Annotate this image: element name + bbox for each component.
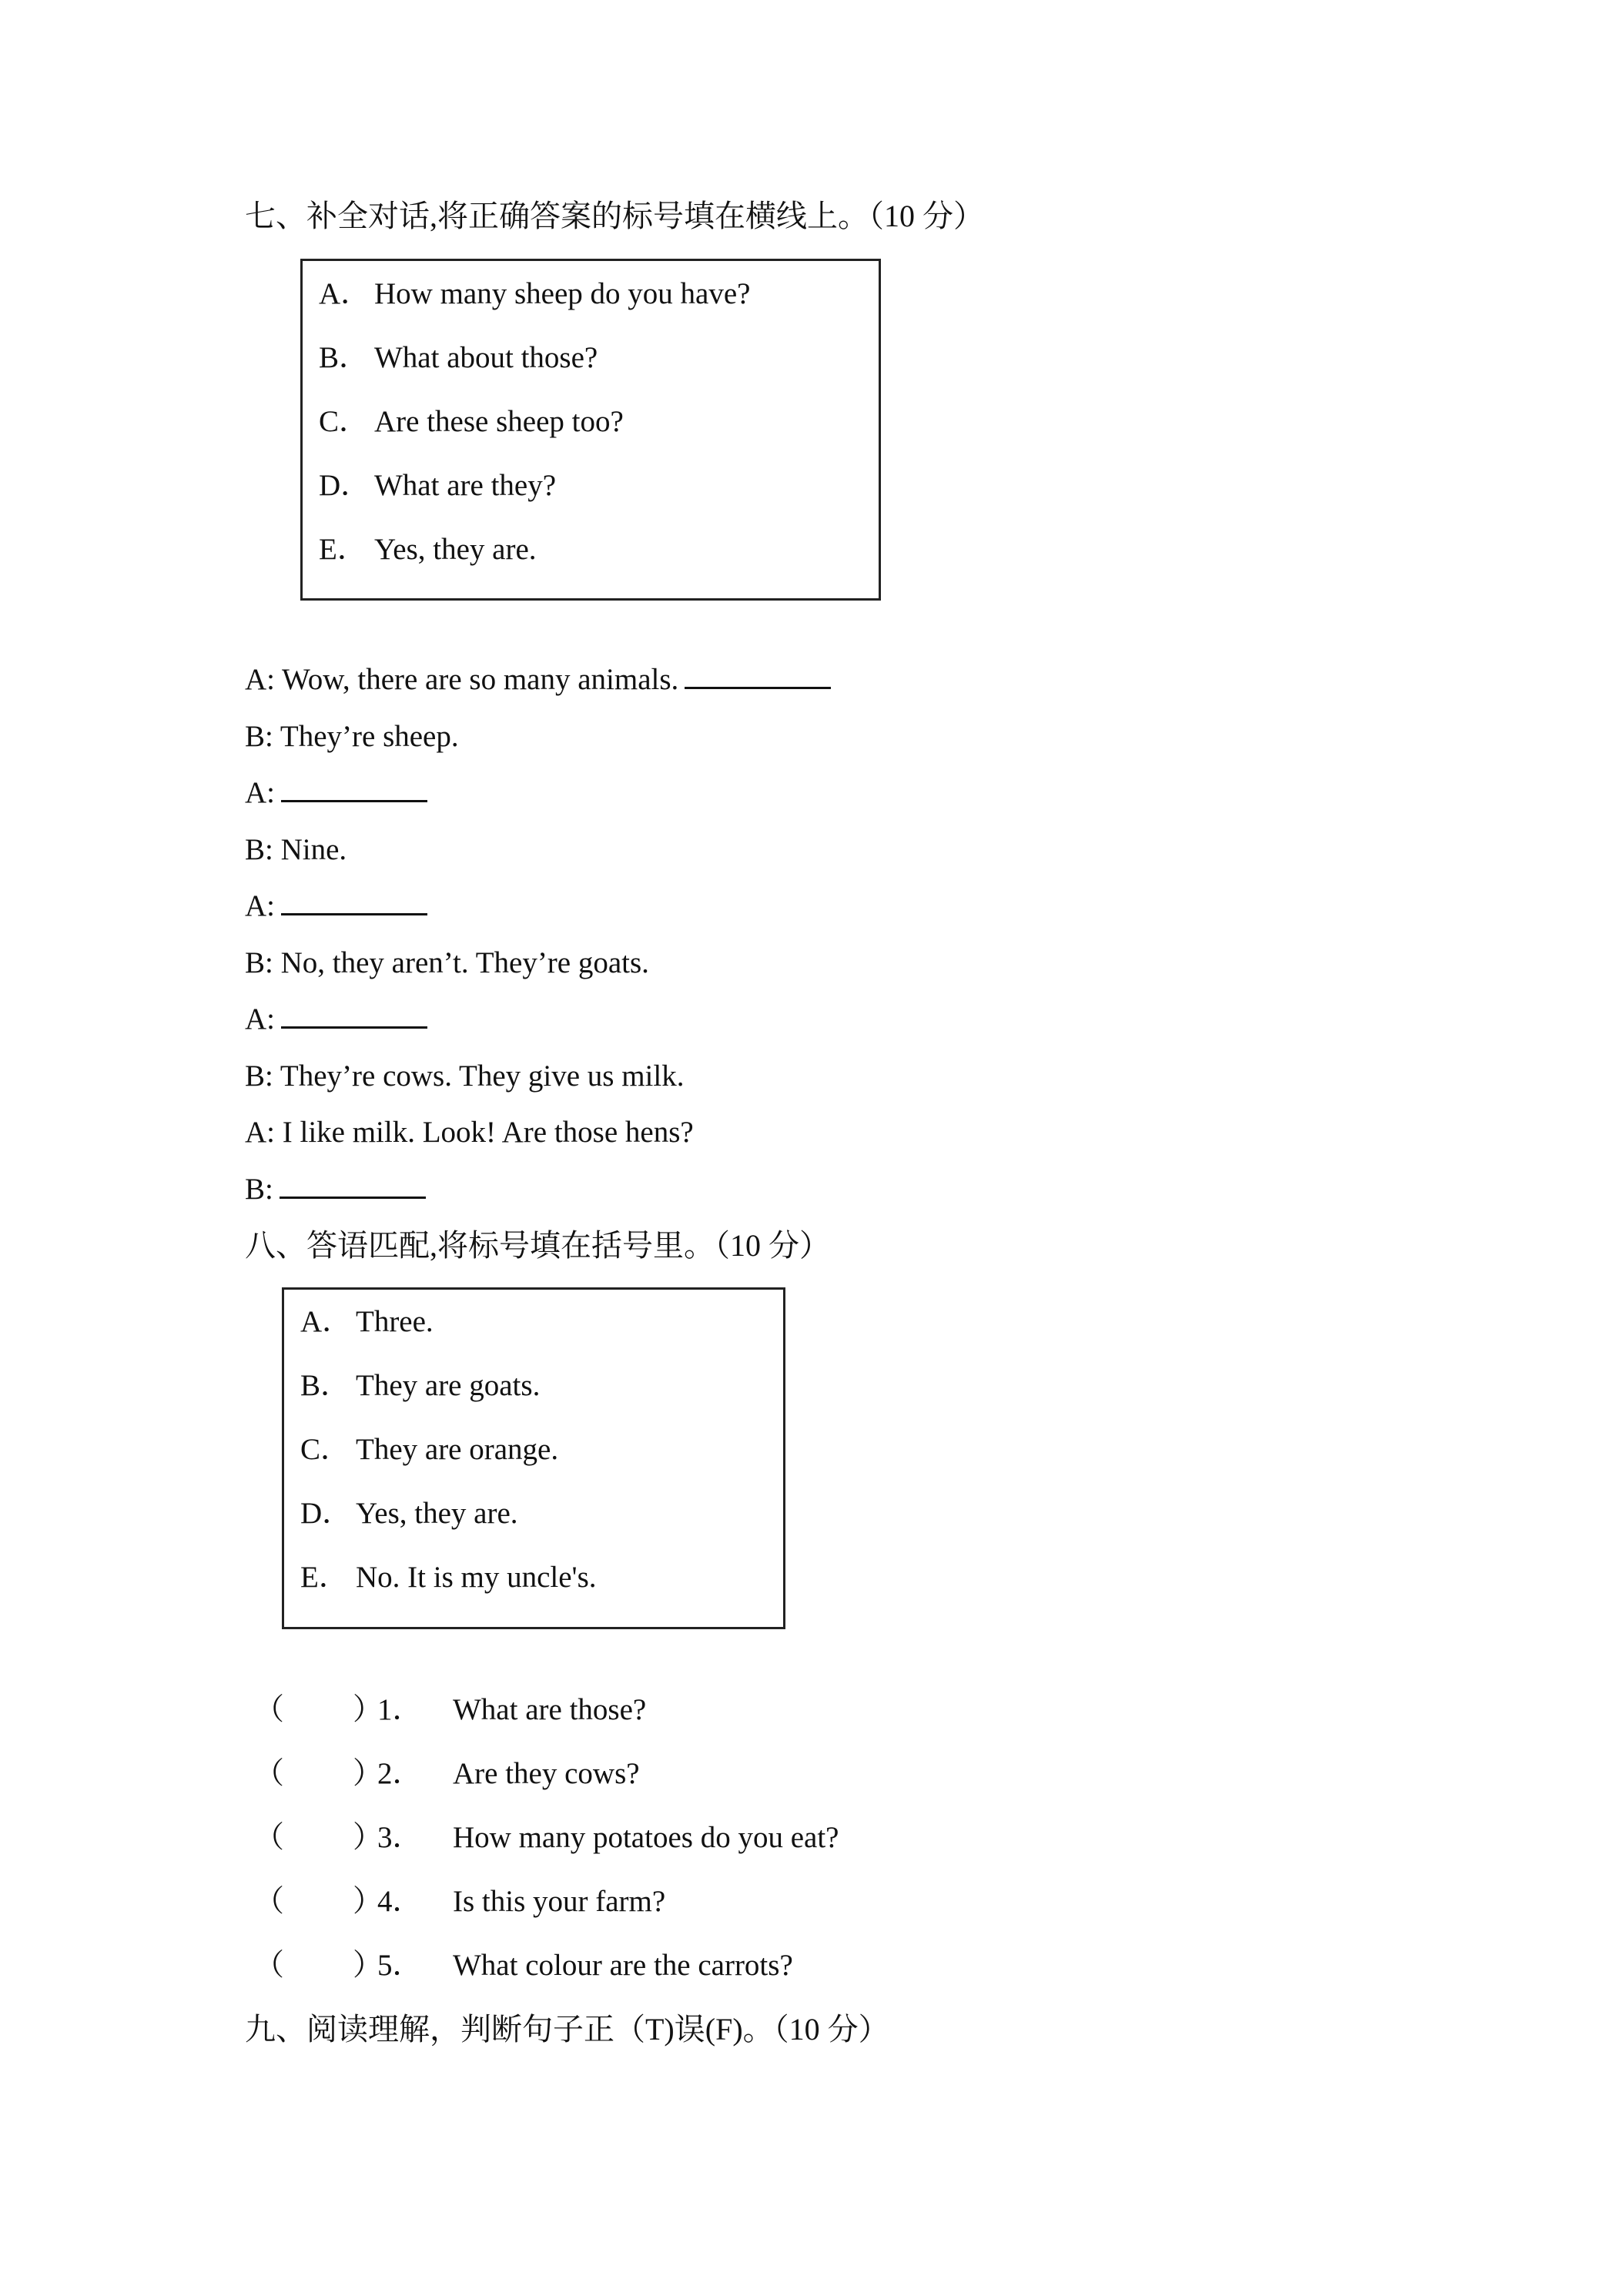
dialogue-line-6: B: No, they aren’t. They’re goats. [245,946,649,979]
section-8-heading: 八、答语匹配,将标号填在括号里。（10 分） [245,1228,830,1263]
section-8-option-e: E． No. It is my uncle's. [300,1561,597,1594]
section-7-option-c: C． Are these sheep too? [319,405,624,438]
section-8-option-b: B． They are goats. [300,1369,541,1402]
dialogue-line-10: B: [245,1170,426,1209]
answer-paren-1[interactable]: （ [254,1693,285,1726]
dialogue-line-1: A: Wow, there are so many animals. [245,661,831,699]
section-7-option-d: D． What are they? [319,469,557,502]
answer-paren-2[interactable]: （ [254,1757,285,1790]
dialogue-line-7: A: [245,1000,427,1039]
dialogue-line-9: A: I like milk. Look! Are those hens? [245,1116,694,1149]
section-8-option-a: A． Three. [300,1305,434,1338]
match-question-5: （ ） 5． What colour are the carrots? [254,1946,947,1985]
dialogue-line-5: A: [245,887,427,925]
answer-paren-3[interactable]: （ [254,1821,285,1854]
answer-blank-5[interactable] [280,1173,426,1199]
answer-blank-2[interactable] [281,777,427,802]
answer-paren-5[interactable]: （ [254,1949,285,1982]
match-question-4: （ ） 4． Is this your farm? [254,1883,947,1921]
match-question-3: （ ） 3． How many potatoes do you eat? [254,1819,947,1857]
dialogue-line-8: B: They’re cows. They give us milk. [245,1059,685,1093]
match-question-2: （ ） 2． Are they cows? [254,1755,947,1793]
match-question-1: （ ） 1． What are those? [254,1691,947,1729]
dialogue-line-2: B: They’re sheep. [245,720,459,753]
dialogue-line-4: B: Nine. [245,833,347,866]
answer-blank-3[interactable] [281,890,427,915]
section-7-option-e: E． Yes, they are. [319,533,537,566]
section-7-heading: 七、补全对话,将正确答案的标号填在横线上。（10 分） [245,199,984,233]
section-8-option-c: C． They are orange. [300,1433,559,1466]
section-7-option-a: A． How many sheep do you have? [319,277,751,310]
answer-blank-1[interactable] [685,664,831,689]
answer-paren-4[interactable]: （ [254,1885,285,1918]
dialogue-line-3: A: [245,774,427,812]
section-8-option-d: D． Yes, they are. [300,1497,518,1530]
answer-blank-4[interactable] [281,1003,427,1029]
section-9-heading: 九、阅读理解，判断句子正（T)误(F)。（10 分） [245,2012,889,2047]
section-7-option-b: B． What about those? [319,341,598,374]
